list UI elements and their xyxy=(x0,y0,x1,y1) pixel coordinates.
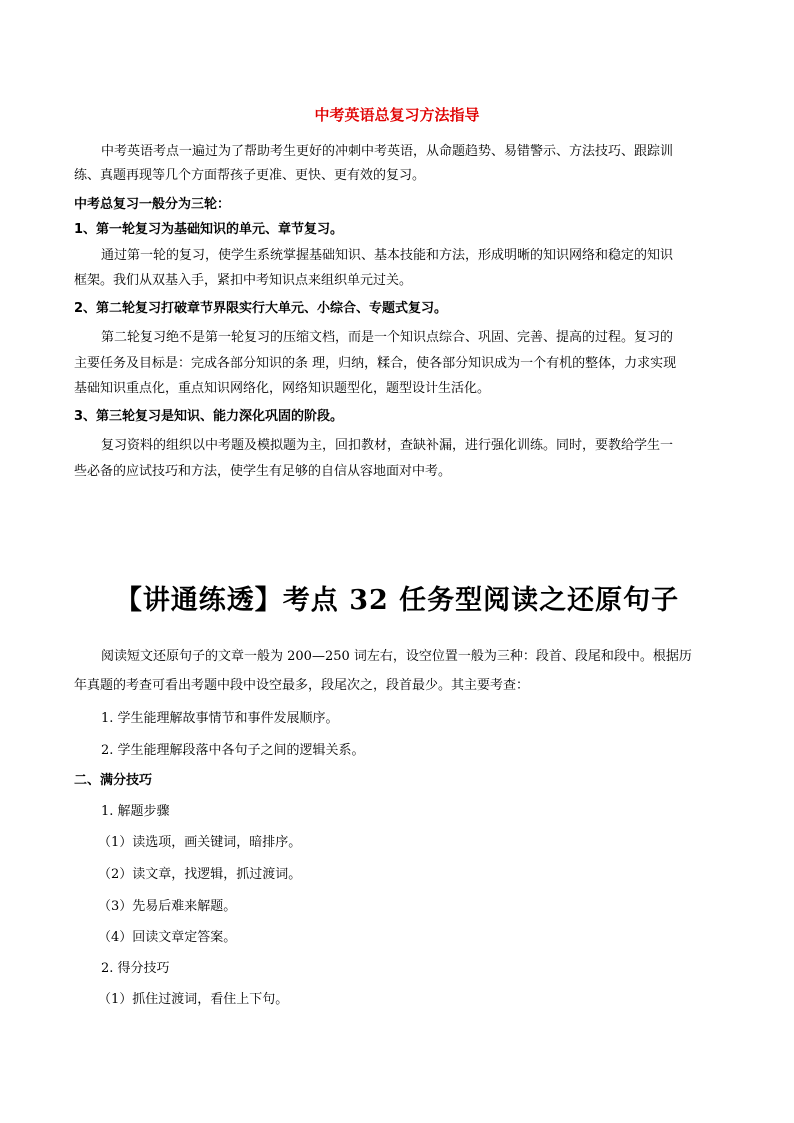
skills-heading: 二、满分技巧 xyxy=(74,773,153,788)
step-3: （3）先易后难来解题。 xyxy=(98,899,237,914)
score-tip-1: （1）抓住过渡词，看住上下句。 xyxy=(98,992,289,1007)
section2-title: 【讲通练透】考点 32 任务型阅读之还原句子 xyxy=(114,585,680,616)
section2-intro-line1: 阅读短文还原句子的文章一般为 200—250 词左右，设空位置一般为三种：段首、段尾和段中。根据历 xyxy=(101,649,692,664)
round3-line2: 些必备的应试技巧和方法，使学生有足够的自信从容地面对中考。 xyxy=(74,464,452,479)
round1-line1: 通过第一轮的复习，使学生系统掌握基础知识、基本技能和方法，形成明晰的知识网络和稳定的知识 xyxy=(101,248,674,263)
round1-heading: 1、第一轮复习为基础知识的单元、章节复习。 xyxy=(74,222,344,237)
rounds-heading: 中考总复习一般分为三轮： xyxy=(74,197,231,212)
round3-heading: 3、第三轮复习是知识、能力深化巩固的阶段。 xyxy=(74,409,344,424)
steps-heading: 1. 解题步骤 xyxy=(101,804,170,819)
score-heading: 2. 得分技巧 xyxy=(101,961,170,976)
point-2: 2. 学生能理解段落中各句子之间的逻辑关系。 xyxy=(101,743,365,758)
round2-line1: 第二轮复习绝不是第一轮复习的压缩文档，而是一个知识点综合、巩固、完善、提高的过程。复习的 xyxy=(101,330,674,345)
point-1: 1. 学生能理解故事情节和事件发展顺序。 xyxy=(101,711,339,726)
step-4: （4）回读文章定答案。 xyxy=(98,930,237,945)
round2-line3: 基础知识重点化，重点知识网络化，网络知识题型化，题型设计生活化。 xyxy=(74,381,491,396)
section1-intro-line1: 中考英语考点一遍过为了帮助考生更好的冲刺中考英语，从命题趋势、易错警示、方法技巧、跟踪训 xyxy=(101,144,674,159)
round1-line2: 框架。我们从双基入手，紧扣中考知识点来组织单元过关。 xyxy=(74,273,413,288)
round2-heading: 2、第二轮复习打破章节界限实行大单元、小综合、专题式复习。 xyxy=(74,301,448,316)
section2-intro-line2: 年真题的考查可看出考题中段中设空最多，段尾次之，段首最少。其主要考查： xyxy=(74,678,530,693)
section1-title: 中考英语总复习方法指导 xyxy=(314,106,480,124)
step-1: （1）读选项，画关键词，暗排序。 xyxy=(98,835,302,850)
step-2: （2）读文章，找逻辑，抓过渡词。 xyxy=(98,867,302,882)
round2-line2: 主要任务及目标是：完成各部分知识的条 理，归纳，糅合，使各部分知识成为一个有机的整体，力求实现 xyxy=(74,356,677,371)
section1-intro-line2: 练、真题再现等几个方面帮孩子更准、更快、更有效的复习。 xyxy=(74,168,426,183)
round3-line1: 复习资料的组织以中考题及模拟题为主，回扣教材，查缺补漏，进行强化训练。同时，要教给学生一 xyxy=(101,438,674,453)
